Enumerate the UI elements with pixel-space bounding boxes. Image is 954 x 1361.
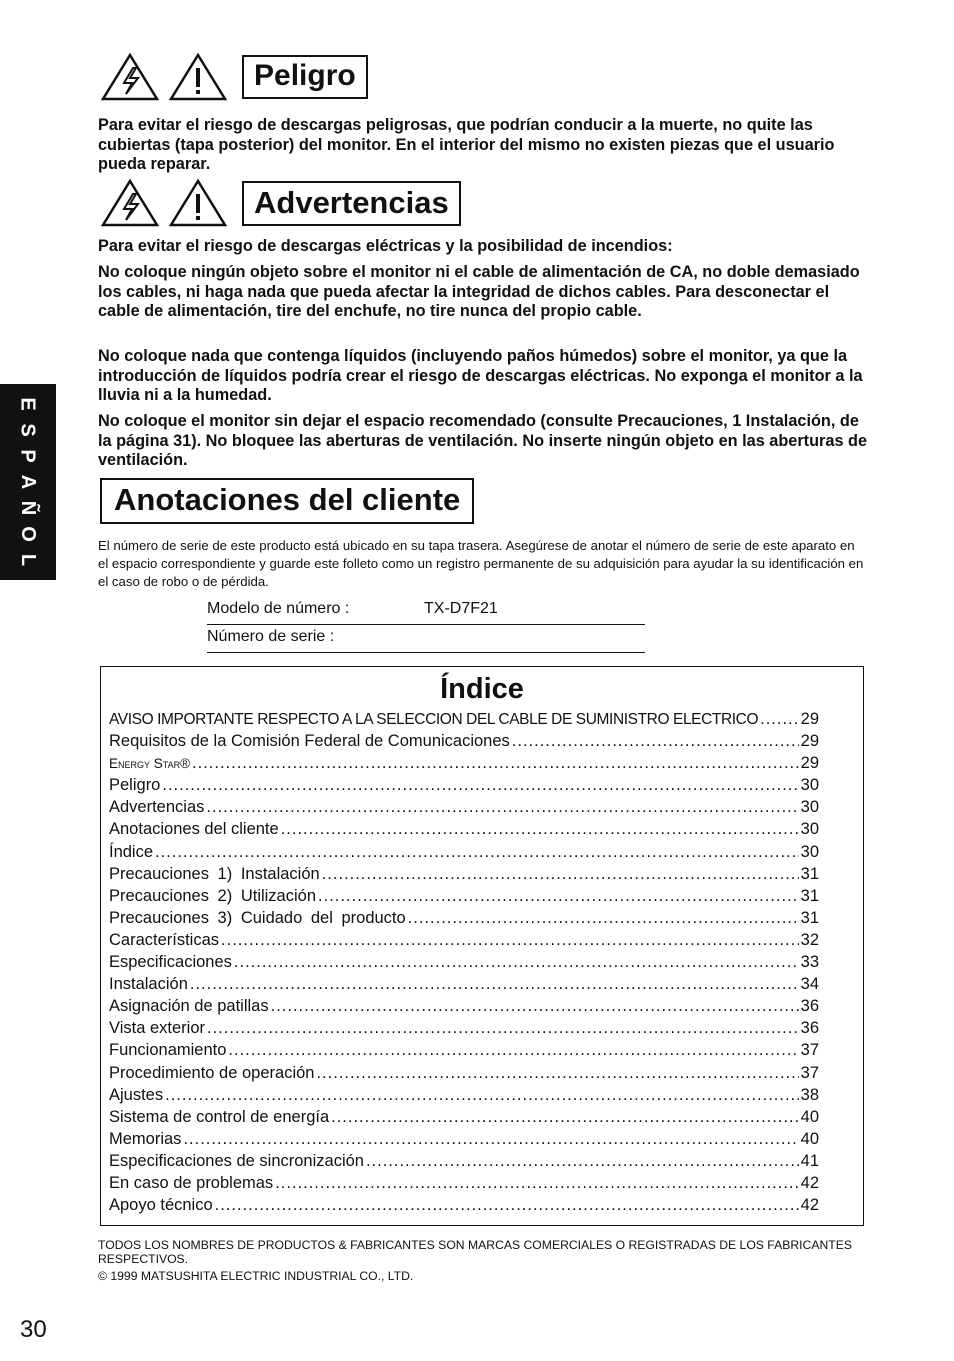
side-tab-letter: L	[17, 553, 39, 567]
toc-item-page: 38	[800, 1085, 819, 1104]
side-tab-letter: E	[17, 397, 39, 411]
toc-item[interactable]	[109, 1019, 819, 1041]
model-number-value: TX-D7F21	[424, 600, 498, 617]
toc-item[interactable]	[109, 798, 819, 820]
toc-item-page: 41	[800, 1151, 819, 1170]
toc-item[interactable]	[109, 1041, 819, 1063]
toc-list	[109, 710, 819, 1218]
toc-leader	[228, 1041, 798, 1060]
toc-item[interactable]	[109, 732, 819, 754]
toc-item[interactable]	[109, 1086, 819, 1108]
anotaciones-title: Anotaciones del cliente	[100, 478, 474, 524]
index-title: Índice	[440, 673, 524, 705]
toc-leader	[760, 710, 799, 729]
toc-leader	[234, 953, 799, 972]
toc-item-page: 30	[800, 776, 819, 795]
toc-item-title: Energy Star®	[109, 756, 191, 772]
toc-item-title: Especificaciones de sincronización	[109, 1151, 364, 1170]
toc-leader	[322, 865, 799, 884]
toc-leader	[221, 931, 799, 950]
toc-leader	[215, 1196, 799, 1215]
toc-item-title: Requisitos de la Comisión Federal de Comunicaciones	[109, 732, 510, 751]
toc-leader	[155, 843, 799, 862]
toc-item-page: 31	[800, 908, 819, 927]
page-number: 30	[20, 1316, 47, 1343]
toc-item[interactable]	[109, 953, 819, 975]
toc-item-page: 29	[800, 754, 819, 773]
toc-item-page: 29	[800, 732, 819, 751]
toc-item[interactable]	[109, 710, 819, 732]
toc-item-page: 34	[800, 975, 819, 994]
toc-item-page: 40	[800, 1107, 819, 1126]
side-tab-letter: P	[17, 449, 39, 463]
advertencias-paragraph-2: No coloque ningún objeto sobre el monitor ni el cable de alimentación de CA, no doble demasiado los cables, ni haga nada que pueda afectar la integridad de dichos cables. Para desconectar el cable de alimentación, tire del enchufe, no tire nunca del propio cable.	[98, 263, 860, 321]
toc-item[interactable]	[109, 997, 819, 1019]
toc-leader	[190, 975, 799, 994]
toc-item[interactable]	[109, 865, 819, 887]
toc-leader	[271, 997, 799, 1016]
toc-item-title: Vista exterior	[109, 1019, 205, 1038]
toc-leader	[366, 1152, 799, 1171]
toc-item-page: 36	[800, 1019, 819, 1038]
toc-item-page: 30	[800, 798, 819, 817]
toc-leader	[408, 909, 799, 928]
toc-leader	[318, 887, 799, 906]
toc-item[interactable]	[109, 1130, 819, 1152]
toc-item-page: 31	[800, 886, 819, 905]
toc-leader	[162, 776, 798, 795]
peligro-heading	[100, 52, 368, 102]
serial-number-row	[207, 626, 645, 653]
toc-item-title: Ajustes	[109, 1085, 164, 1104]
toc-leader	[207, 1019, 799, 1038]
toc-item-title: Anotaciones del cliente	[109, 820, 279, 839]
model-number-label: Modelo de número :	[207, 600, 350, 617]
toc-item-page: 36	[800, 997, 819, 1016]
toc-leader	[192, 754, 799, 773]
toc-item-title: Sistema de control de energía	[109, 1107, 330, 1126]
caution-exclamation-icon	[168, 178, 228, 228]
toc-item[interactable]	[109, 887, 819, 909]
toc-item-title: Funcionamiento	[109, 1041, 227, 1060]
toc-item[interactable]	[109, 754, 819, 776]
advertencias-paragraph-4: No coloque el monitor sin dejar el espacio recomendado (consulte Precauciones, 1 Instalación, de la página 31). No bloquee las aberturas de ventilación. No inserte ningún objeto en las aberturas de ventilación.	[98, 412, 868, 470]
side-tab-letter: S	[17, 423, 39, 437]
toc-item[interactable]	[109, 975, 819, 997]
toc-item-title: Especificaciones	[109, 953, 232, 972]
advertencias-paragraph-3: No coloque nada que contenga líquidos (incluyendo paños húmedos) sobre el monitor, ya que la introducción de líquidos podría crear el riesgo de descargas eléctricas. No exponga el monitor a la lluvia ni a la humedad.	[98, 347, 863, 405]
toc-item-page: 29	[800, 710, 819, 728]
toc-item-title: Peligro	[109, 776, 161, 795]
toc-item[interactable]	[109, 1064, 819, 1086]
toc-item-title: En caso de problemas	[109, 1173, 274, 1192]
toc-item-page: 31	[800, 864, 819, 883]
toc-item[interactable]	[109, 843, 819, 865]
toc-item[interactable]	[109, 1196, 819, 1218]
anotaciones-text: El número de serie de este producto está ubicado en su tapa trasera. Asegúrese de anotar el número de serie de este aparato en el espacio correspondiente y guarde este folleto como un registro permanente de su adquisición para ayudar la su identificación en el caso de robo o de pérdida.	[98, 538, 864, 589]
toc-item-page: 37	[800, 1041, 819, 1060]
advertencias-heading	[100, 178, 461, 228]
language-side-tab	[0, 384, 56, 580]
side-tab-letter: O	[17, 526, 39, 542]
side-tab-letter: A	[16, 474, 39, 490]
toc-item-title: Precauciones 3) Cuidado del producto	[109, 908, 406, 927]
toc-leader	[165, 1086, 799, 1105]
toc-item-title: Apoyo técnico	[109, 1196, 213, 1215]
model-number-row	[207, 598, 645, 625]
advertencias-title: Advertencias	[242, 181, 461, 226]
toc-item[interactable]	[109, 776, 819, 798]
toc-item-title: Índice	[109, 842, 154, 861]
trademark-notice: TODOS LOS NOMBRES DE PRODUCTOS & FABRICANTES SON MARCAS COMERCIALES O REGISTRADAS DE LOS FABRICANTES RESPECTIVOS.	[98, 1238, 852, 1266]
toc-item-title: Procedimiento de operación	[109, 1063, 315, 1082]
toc-leader	[331, 1108, 799, 1127]
toc-item-page: 33	[800, 953, 819, 972]
toc-leader	[316, 1064, 798, 1083]
toc-item[interactable]	[109, 1152, 819, 1174]
electric-shock-warning-icon	[100, 52, 160, 102]
toc-item-title: Características	[109, 930, 220, 949]
caution-exclamation-icon	[168, 52, 228, 102]
toc-item-title: Memorias	[109, 1129, 182, 1148]
copyright-notice: © 1999 MATSUSHITA ELECTRIC INDUSTRIAL CO., LTD.	[98, 1269, 414, 1283]
toc-item-title: Advertencias	[109, 798, 205, 817]
toc-item-title: AVISO IMPORTANTE RESPECTO A LA SELECCION DEL CABLE DE SUMINISTRO ELECTRICO	[109, 711, 759, 728]
toc-item-page: 37	[800, 1063, 819, 1082]
toc-item[interactable]	[109, 820, 819, 842]
toc-leader	[275, 1174, 798, 1193]
advertencias-paragraph-1: Para evitar el riesgo de descargas eléctricas y la posibilidad de incendios:	[98, 237, 673, 255]
toc-item-title: Precauciones 1) Instalación	[109, 864, 320, 883]
toc-leader	[281, 820, 799, 839]
toc-item[interactable]	[109, 1108, 819, 1130]
peligro-text: Para evitar el riesgo de descargas peligrosas, que podrían conducir a la muerte, no quite las cubiertas (tapa posterior) del monitor. En el interior del mismo no existen piezas que el usuario pueda reparar.	[98, 116, 835, 174]
peligro-title: Peligro	[242, 55, 368, 99]
toc-item-page: 32	[800, 930, 819, 949]
toc-item-page: 30	[800, 842, 819, 861]
toc-item-title: Asignación de patillas	[109, 997, 269, 1016]
toc-item-page: 42	[800, 1173, 819, 1192]
side-tab-letter: Ñ	[16, 500, 39, 516]
serial-number-label: Número de serie :	[207, 628, 335, 645]
toc-item-title: Instalación	[109, 975, 188, 994]
toc-item-page: 30	[800, 820, 819, 839]
toc-item-page: 40	[800, 1129, 819, 1148]
electric-shock-warning-icon	[100, 178, 160, 228]
toc-leader	[183, 1130, 798, 1149]
toc-item[interactable]	[109, 909, 819, 931]
toc-leader	[512, 732, 799, 751]
toc-item-title: Precauciones 2) Utilización	[109, 886, 317, 905]
index-box	[100, 666, 864, 1226]
toc-leader	[206, 798, 798, 817]
toc-item[interactable]	[109, 931, 819, 953]
toc-item-page: 42	[800, 1196, 819, 1215]
toc-item[interactable]	[109, 1174, 819, 1196]
